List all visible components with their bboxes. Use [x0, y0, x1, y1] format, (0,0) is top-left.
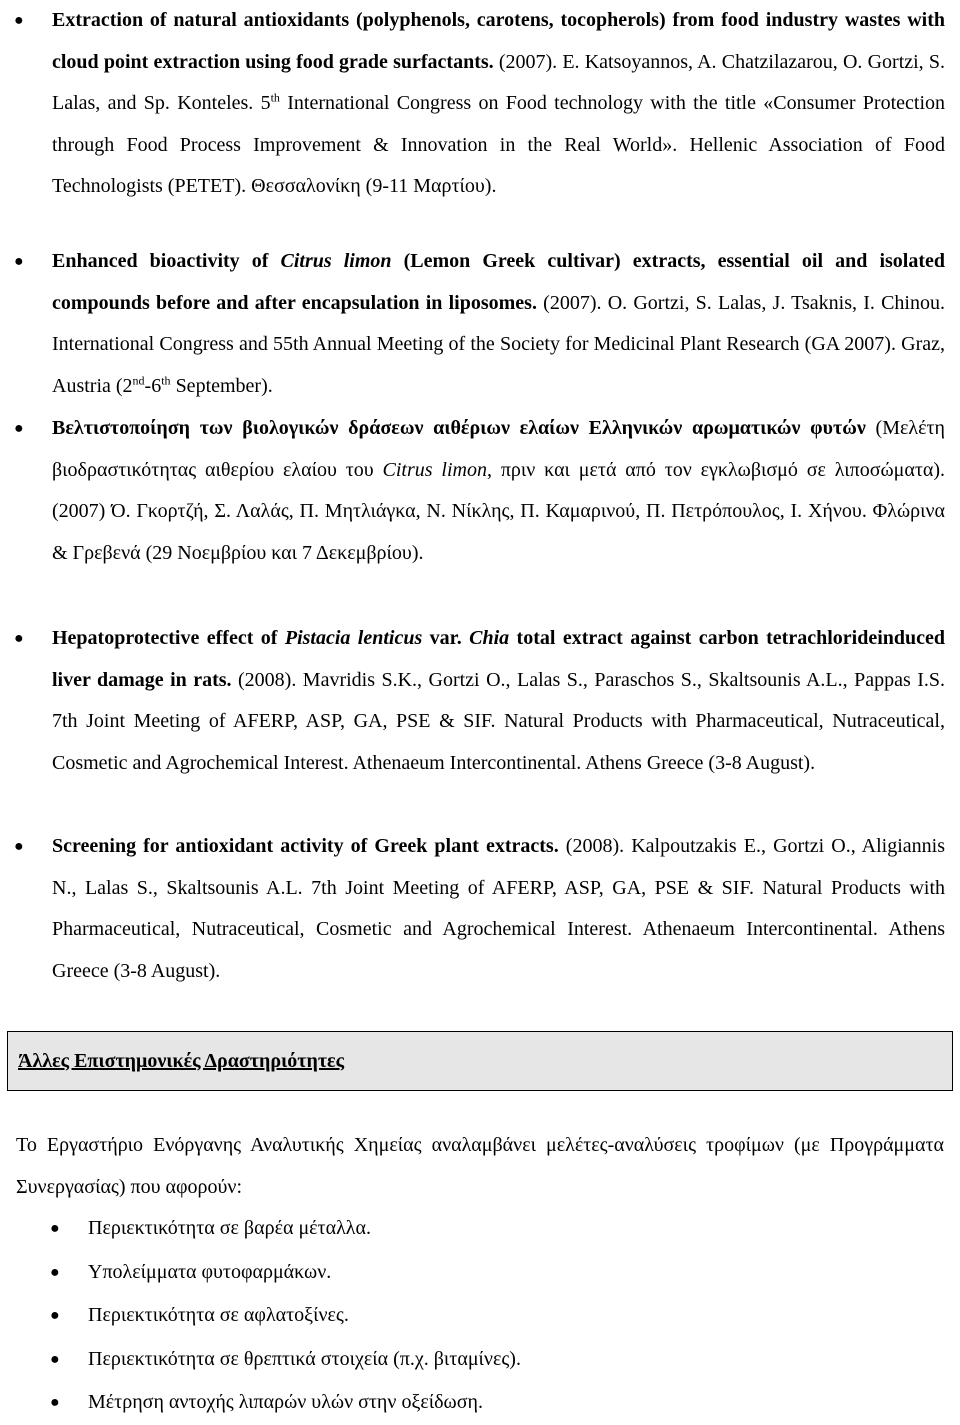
title-part: var.: [422, 627, 470, 649]
list-item: [0, 1381, 960, 1425]
title-part: total extract against carbon tetrachlorideinduced liver damage in rats.: [52, 627, 945, 691]
publication-details: (2008). Kalpoutzakis E., Gortzi O., Aligiannis N., Lalas S., Skaltsounis A.L. 7th Joint Meeting of AFERP, ASP, GA, PSE & SIF. Natural Products with Pharmaceutical, Nutraceutical, Cosmetic and Agrochemical Interest. Athenaeum Intercontinental. Athens Greece (3-8 August).: [52, 835, 946, 982]
publication-details: International Congress on Food technology with the title «Consumer Protection through Food Process Improvement & Innovation in the Real World». Hellenic Association of Food Technologists (PETET). Θεσσαλονίκη (9-11 Μαρτίου).: [52, 92, 946, 198]
bullet-icon: ●: [14, 630, 24, 647]
superscript: th: [270, 90, 280, 105]
publication-details: (Μελέτη βιοδραστικότητας αιθερίου ελαίου του: [52, 417, 945, 481]
title-part: Enhanced bioactivity of: [52, 250, 281, 272]
publication-item: [0, 241, 960, 407]
publication-title: Extraction of natural antioxidants (polyphenols, carotens, tocopherols) from food industry wastes with cloud point extraction using food grade surfactants.: [52, 9, 945, 73]
publication-item: [0, 826, 960, 992]
publication-item: [0, 408, 960, 574]
bullet-icon: ●: [50, 1350, 60, 1368]
list-item-text: Περιεκτικότητα σε βαρέα μέταλλα.: [88, 1217, 371, 1239]
publication-details: , πριν και μετά από τον εγκλωβισμό σε λιποσώματα). (2007) Ό. Γκορτζή, Σ. Λαλάς, Π. Μητλιάγκα, Ν. Νίκλης, Π. Καμαρινού, Π. Πετρόπουλος, Ι. Χήνου. Φλώρινα & Γρεβενά (29 Νοεμβρίου και 7 Δεκεμβρίου).: [52, 458, 946, 564]
section-heading: Άλλες Επιστημονικές Δραστηριότητες: [7, 1031, 953, 1091]
species-name: Citrus limon: [382, 458, 487, 481]
species-name: Pistacia lenticus: [284, 627, 423, 649]
list-item: [0, 1251, 960, 1295]
bullet-icon: ●: [50, 1307, 60, 1324]
species-name: Chia: [469, 627, 510, 649]
activities-section: [0, 1031, 960, 1091]
bullet-icon: ●: [14, 420, 24, 437]
publication-details: (2008). Mavridis S.K., Gortzi O., Lalas S., Paraschos S., Skaltsounis A.L., Pappas I.S. 7th Joint Meeting of AFERP, ASP, GA, PSE & SIF. Natural Products with Pharmaceutical, Nutraceutical, Cosmetic and Agrochemical Interest. Athenaeum Intercontinental. Athens Greece (3-8 August).: [52, 668, 945, 774]
bullet-icon: ●: [50, 1394, 60, 1411]
list-item-text: Περιεκτικότητα σε αφλατοξίνες.: [88, 1304, 349, 1326]
list-item: [0, 1207, 960, 1251]
section-intro: Το Εργαστήριο Ενόργανης Αναλυτικής Χημείας αναλαμβάνει μελέτες-αναλύσεις τροφίμων (με Προγράμματα Συνεργασίας) που αφορούν:: [16, 1134, 944, 1198]
publication-details: September).: [170, 374, 273, 397]
list-item-text: Περιεκτικότητα σε θρεπτικά στοιχεία (π.χ. βιταμίνες).: [88, 1347, 521, 1370]
list-item: [0, 1338, 960, 1382]
bullet-icon: ●: [14, 12, 24, 29]
publication-title: Screening for antioxidant activity of Greek plant extracts.: [52, 835, 559, 857]
publication-details: -6: [144, 374, 162, 397]
species-name: Citrus limon: [280, 250, 392, 272]
publication-details: (2007). E. Katsoyannos, A. Chatzilazarou, O. Gortzi, S. Lalas, and Sp. Konteles. 5: [52, 50, 945, 115]
bullet-icon: ●: [14, 253, 24, 270]
list-item-text: Υπολείμματα φυτοφαρμάκων.: [88, 1260, 332, 1283]
title-part: (Lemon Greek cultivar) extracts, essential oil and isolated compounds before and after encapsulation in liposomes.: [52, 250, 945, 314]
title-part: Hepatoprotective effect of: [52, 627, 285, 649]
bullet-icon: ●: [50, 1220, 60, 1237]
publication-details: (2007). O. Gortzi, S. Lalas, J. Tsaknis, I. Chinou. International Congress and 55th Annual Meeting of the Society for Medicinal Plant Research (GA 2007). Graz, Austria (2: [52, 291, 945, 397]
superscript: th: [161, 373, 171, 388]
publication-title: Βελτιστοποίηση των βιολογικών δράσεων αιθέριων ελαίων Ελληνικών αρωματικών φυτών: [52, 417, 866, 439]
bullet-icon: ●: [50, 1263, 60, 1281]
analysis-list: [0, 1207, 960, 1425]
list-item-text: Μέτρηση αντοχής λιπαρών υλών στην οξείδωση.: [88, 1391, 483, 1413]
superscript: nd: [132, 373, 145, 388]
publication-item: [0, 0, 960, 208]
list-item: [0, 1294, 960, 1338]
bullet-icon: ●: [14, 838, 24, 855]
publication-item: [0, 618, 960, 784]
